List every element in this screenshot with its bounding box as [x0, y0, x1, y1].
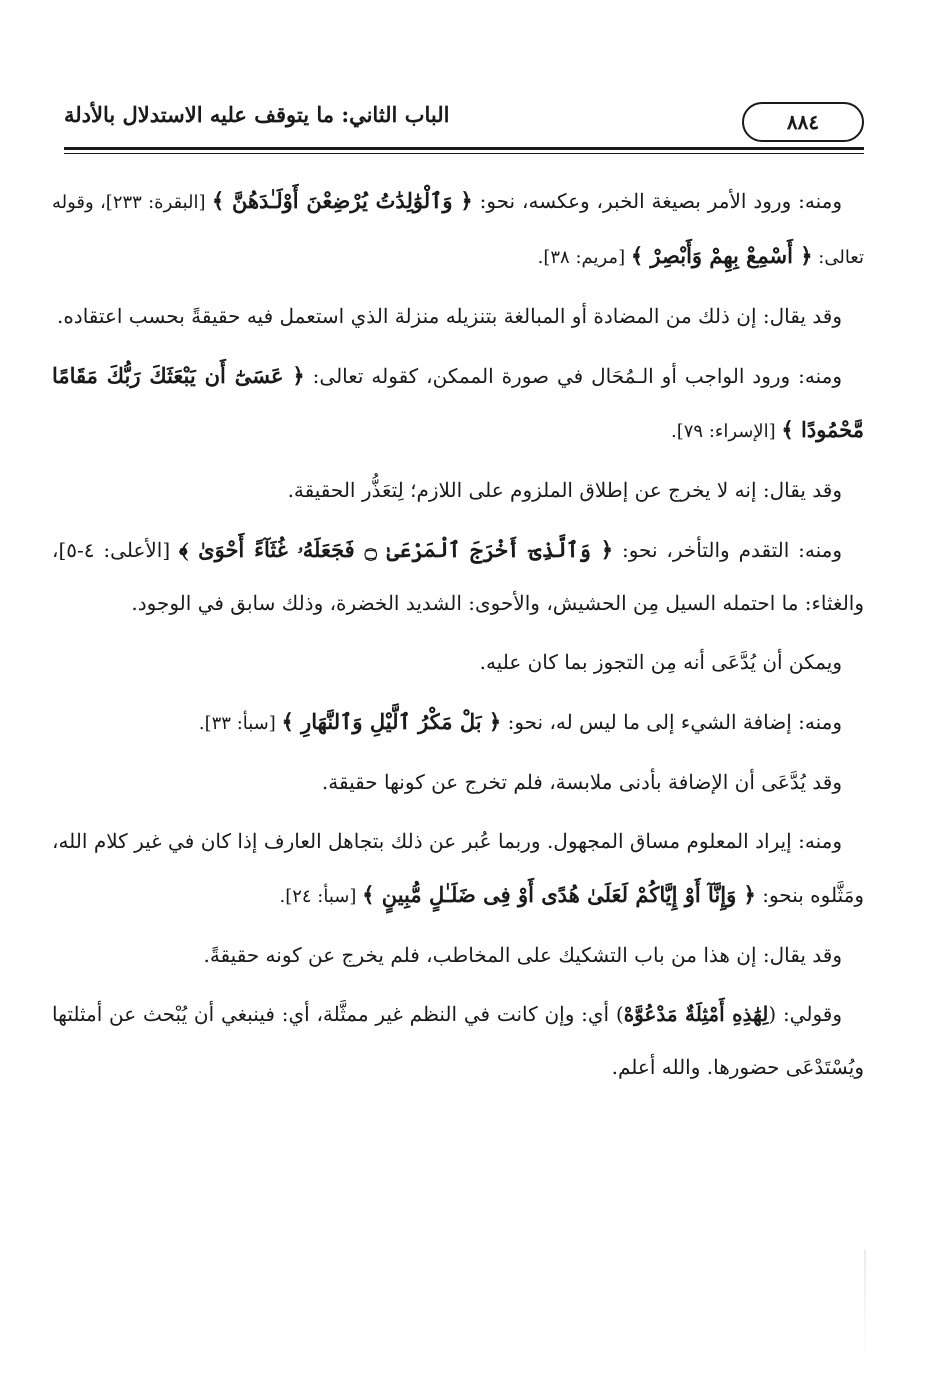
paragraph-text: ومنه: ورود الأمر بصيغة الخبر، وعكسه، نحو:	[472, 189, 842, 213]
quran-quote: ﴿ عَسَىٰٓ أَن يَبْعَثَكَ رَبُّكَ مَقَامًا مَّحْمُودًا ﴾	[52, 363, 864, 442]
paragraph	[52, 929, 864, 982]
paragraph-text: ) أي: وإن كانت في النظم غير ممثَّلة، أي: فينبغي أن يُبْحث عن أمثلتها ويُسْتَدْعَى حضورها. والله أعلم.	[52, 1002, 864, 1079]
paragraph-text: [سبأ: ٢٤].	[279, 886, 363, 907]
quran-quote: ﴿ وَإِنَّآ أَوْ إِيَّاكُمْ لَعَلَىٰ هُدًى أَوْ فِى ضَلَـٰلٍ مُّبِينٍ ﴾	[362, 882, 756, 907]
paragraph	[52, 695, 864, 750]
quran-quote: ﴿ أَسْمِعْ بِهِمْ وَأَبْصِرْ ﴾	[630, 243, 813, 268]
quran-quote: ﴿ وَٱلَّذِىٓ أَخْرَجَ ٱلْمَرْعَىٰ ۝ فَجَعَلَهُۥ غُثَآءً أَحْوَىٰ ﴾	[179, 537, 614, 562]
body-text	[52, 174, 864, 1100]
paragraph-text: وقد يقال: إن هذا من باب التشكيك على المخاطب، فلم يخرج عن كونه حقيقةً.	[203, 943, 842, 967]
paragraph-text: ومنه: إيراد المعلوم مساق المجهول. وربما عُبر عن ذلك بتجاهل العارف إذا كان في غير كلام الله، ومَثَّلوه بنحو:	[52, 829, 864, 907]
paragraph-text: [الأعلى: ٤-٥]، والغثاء: ما احتمله السيل مِن الحشيش، والأحوى: الشديد الخضرة، وذلك سابق في الوجود.	[52, 538, 864, 615]
page-header	[64, 96, 864, 144]
paragraph-text: [مريم: ٣٨].	[537, 247, 631, 268]
paragraph-text: وقد يقال: إن ذلك من المضادة أو المبالغة بتنزيله منزلة الذي استعمل فيه حقيقةً بحسب اعتقاده.	[56, 304, 842, 328]
scan-artifact	[864, 1250, 866, 1360]
paragraph-text: [الإسراء: ٧٩].	[671, 421, 782, 442]
paragraph	[52, 756, 864, 809]
paragraph-text: [البقرة: ٢٣٣]، وقوله تعالى:	[52, 192, 864, 268]
paragraph	[52, 464, 864, 517]
paragraph	[52, 349, 864, 458]
paragraph-text: وقد يُدَّعَى أن الإضافة بأدنى ملابسة، فلم تخرج عن كونها حقيقة.	[321, 770, 842, 794]
paragraph	[52, 174, 864, 284]
paragraph-text: ويمكن أن يُدَّعَى أنه مِن التجوز بما كان عليه.	[479, 650, 842, 674]
paragraph-text: وقولي: (	[768, 1002, 842, 1026]
quran-quote: ﴿ بَلْ مَكْرُ ٱلَّيْلِ وَٱلنَّهَارِ ﴾	[281, 709, 502, 734]
header-rule	[64, 147, 864, 150]
header-rule-thin	[64, 153, 864, 154]
running-title: الباب الثاني: ما يتوقف عليه الاستدلال بالأدلة	[64, 102, 450, 127]
quran-quote: ﴿ وَٱلْوَٰلِدَٰتُ يُرْضِعْنَ أَوْلَـٰدَهُنَّ ﴾	[211, 188, 473, 213]
paragraph-text: [سبأ: ٣٣].	[198, 713, 282, 734]
verse-citation: لِهَٰذِهِ أَمْثِلَةٌ مَدْعُوَّهْ	[623, 1002, 769, 1026]
paragraph	[52, 815, 864, 923]
paragraph-text: ومنه: ورود الواجب أو الـمُحَال في صورة الممكن، كقوله تعالى:	[304, 364, 842, 388]
page-number-badge	[742, 102, 864, 142]
paragraph-text: ومنه: إضافة الشيء إلى ما ليس له، نحو:	[501, 710, 842, 734]
paragraph-text: وقد يقال: إنه لا يخرج عن إطلاق الملزوم على اللازم؛ لِتعَذُّر الحقيقة.	[287, 478, 842, 502]
paragraph-text: ومنه: التقدم والتأخر، نحو:	[613, 538, 843, 562]
paragraph	[52, 523, 864, 630]
paragraph	[52, 290, 864, 343]
paragraph	[52, 636, 864, 689]
page-number: ٨٨٤	[786, 110, 820, 134]
paragraph	[52, 988, 864, 1094]
